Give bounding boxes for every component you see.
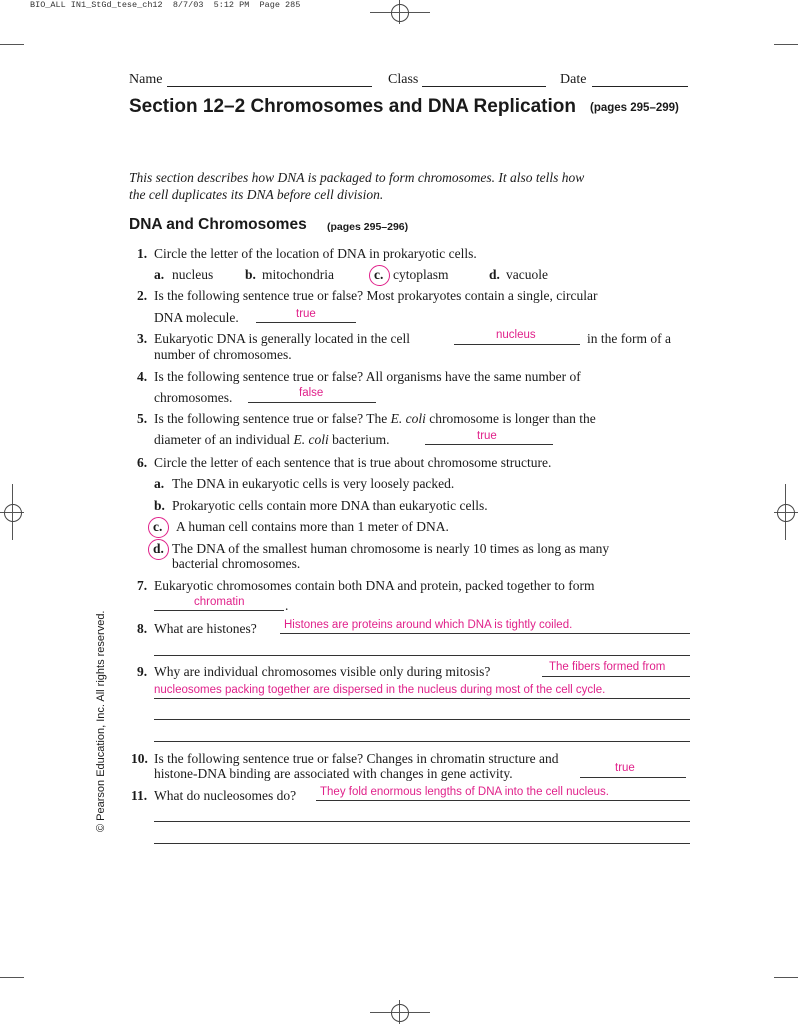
option-letter: b.	[245, 267, 256, 282]
answer-text: true	[615, 762, 635, 774]
option-text: mitochondria	[262, 267, 334, 282]
question-text-part: Is the following sentence true or false? The	[154, 411, 388, 426]
option-text: vacuole	[506, 267, 548, 282]
name-label: Name	[129, 72, 163, 87]
question-number: 8.	[137, 621, 148, 636]
option-letter: a.	[154, 267, 165, 282]
answer-text: nucleus	[496, 329, 536, 341]
answer-line[interactable]	[154, 655, 690, 656]
answer-text: They fold enormous lengths of DNA into the cell nucleus.	[320, 786, 609, 798]
question-text: Circle the letter of each sentence that is true about chromosome structure.	[154, 455, 552, 470]
section-title: Section 12–2 Chromosomes and DNA Replication	[129, 96, 576, 117]
class-label: Class	[388, 72, 419, 87]
option-text: cytoplasm	[393, 267, 449, 282]
organism-name: E. coli	[293, 432, 329, 447]
registration-mark-icon	[777, 504, 795, 522]
question-number: 11.	[131, 788, 148, 803]
answer-text: true	[296, 308, 316, 320]
question-text: What are histones?	[154, 621, 257, 636]
answer-text: chromatin	[194, 596, 245, 608]
question-text	[154, 411, 596, 427]
crop-mark	[774, 44, 798, 45]
option-text: The DNA in eukaryotic cells is very loosely packed.	[172, 476, 455, 491]
question-number: 5.	[137, 411, 148, 426]
answer-line[interactable]	[542, 676, 690, 677]
answer-text: false	[299, 387, 324, 399]
registration-mark-icon	[391, 1004, 409, 1022]
question-number: 9.	[137, 664, 148, 679]
question-text: chromosomes.	[154, 390, 233, 405]
question-text: in the form of a	[587, 331, 671, 346]
date-field[interactable]	[592, 86, 688, 87]
intro-text: This section describes how DNA is packaged to form chromosomes. It also tells how the cell duplicates its DNA before cell division.	[129, 170, 585, 202]
crop-mark	[774, 977, 798, 978]
answer-blank[interactable]	[256, 322, 356, 323]
date-label: Date	[560, 72, 587, 87]
answer-text: The fibers formed from	[549, 661, 666, 673]
question-text: Is the following sentence true or false? All organisms have the same number of	[154, 369, 581, 384]
question-text: Is the following sentence true or false? Changes in chromatin structure and	[154, 751, 559, 766]
option-letter[interactable]: d.	[153, 541, 164, 556]
question-text	[154, 432, 389, 448]
answer-line[interactable]	[154, 719, 690, 720]
option-text: The DNA of the smallest human chromosome is nearly 10 times as long as many	[172, 541, 610, 556]
answer-text: nucleosomes packing together are dispersed in the nucleus during most of the cell cycle.	[154, 684, 606, 696]
question-text-part: bacterium.	[332, 432, 390, 447]
answer-line[interactable]	[154, 843, 690, 844]
option-letter: b.	[154, 498, 165, 513]
answer-blank[interactable]	[454, 344, 580, 345]
punctuation: .	[285, 598, 289, 613]
question-text: What do nucleosomes do?	[154, 788, 297, 803]
section-pages: (pages 295–299)	[590, 102, 679, 114]
question-number: 7.	[137, 578, 148, 593]
question-number: 6.	[137, 455, 148, 470]
option-letter[interactable]: c.	[153, 519, 163, 534]
option-text: Prokaryotic cells contain more DNA than eukaryotic cells.	[172, 498, 488, 513]
answer-text: true	[477, 430, 497, 442]
question-text: Eukaryotic DNA is generally located in the cell	[154, 331, 411, 346]
question-text-part: diameter of an individual	[154, 432, 291, 447]
registration-mark-icon	[4, 504, 22, 522]
option-letter[interactable]: c.	[374, 267, 384, 282]
question-text: Circle the letter of the location of DNA in prokaryotic cells.	[154, 246, 477, 261]
question-text: Eukaryotic chromosomes contain both DNA and protein, packed together to form	[154, 578, 595, 593]
question-number: 3.	[137, 331, 148, 346]
crop-mark	[0, 44, 24, 45]
question-number: 10.	[131, 751, 148, 766]
printer-slug: BIO_ALL IN1_StGd_tese_ch12 8/7/03 5:12 PM Page 285	[30, 0, 301, 10]
question-number: 2.	[137, 288, 148, 303]
question-number: 1.	[137, 246, 148, 261]
question-text: histone-DNA binding are associated with changes in gene activity.	[154, 766, 513, 781]
answer-blank[interactable]	[248, 402, 376, 403]
option-letter: d.	[489, 267, 500, 282]
crop-mark	[0, 977, 24, 978]
question-number: 4.	[137, 369, 148, 384]
question-text-part: chromosome is longer than the	[429, 411, 596, 426]
option-text: nucleus	[172, 267, 214, 282]
question-text: number of chromosomes.	[154, 347, 292, 362]
answer-line[interactable]	[316, 800, 690, 801]
subsection-pages: (pages 295–296)	[327, 221, 409, 233]
answer-blank[interactable]	[425, 444, 553, 445]
answer-line[interactable]	[154, 741, 690, 742]
answer-blank[interactable]	[154, 610, 284, 611]
question-text: DNA molecule.	[154, 310, 239, 325]
question-text: Is the following sentence true or false? Most prokaryotes contain a single, circular	[154, 288, 598, 303]
answer-line[interactable]	[280, 633, 690, 634]
subsection-heading: DNA and Chromosomes	[129, 216, 307, 233]
organism-name: E. coli	[390, 411, 426, 426]
registration-mark-icon	[391, 4, 409, 22]
option-text: A human cell contains more than 1 meter of DNA.	[176, 519, 449, 534]
answer-text: Histones are proteins around which DNA is tightly coiled.	[284, 619, 573, 631]
option-letter: a.	[154, 476, 165, 491]
name-field[interactable]	[167, 86, 372, 87]
class-field[interactable]	[422, 86, 546, 87]
answer-line[interactable]	[154, 821, 690, 822]
answer-line[interactable]	[154, 698, 690, 699]
option-text: bacterial chromosomes.	[172, 556, 301, 571]
answer-blank[interactable]	[580, 777, 686, 778]
question-text: Why are individual chromosomes visible only during mitosis?	[154, 664, 491, 679]
copyright-notice: © Pearson Education, Inc. All rights reserved.	[95, 610, 107, 832]
